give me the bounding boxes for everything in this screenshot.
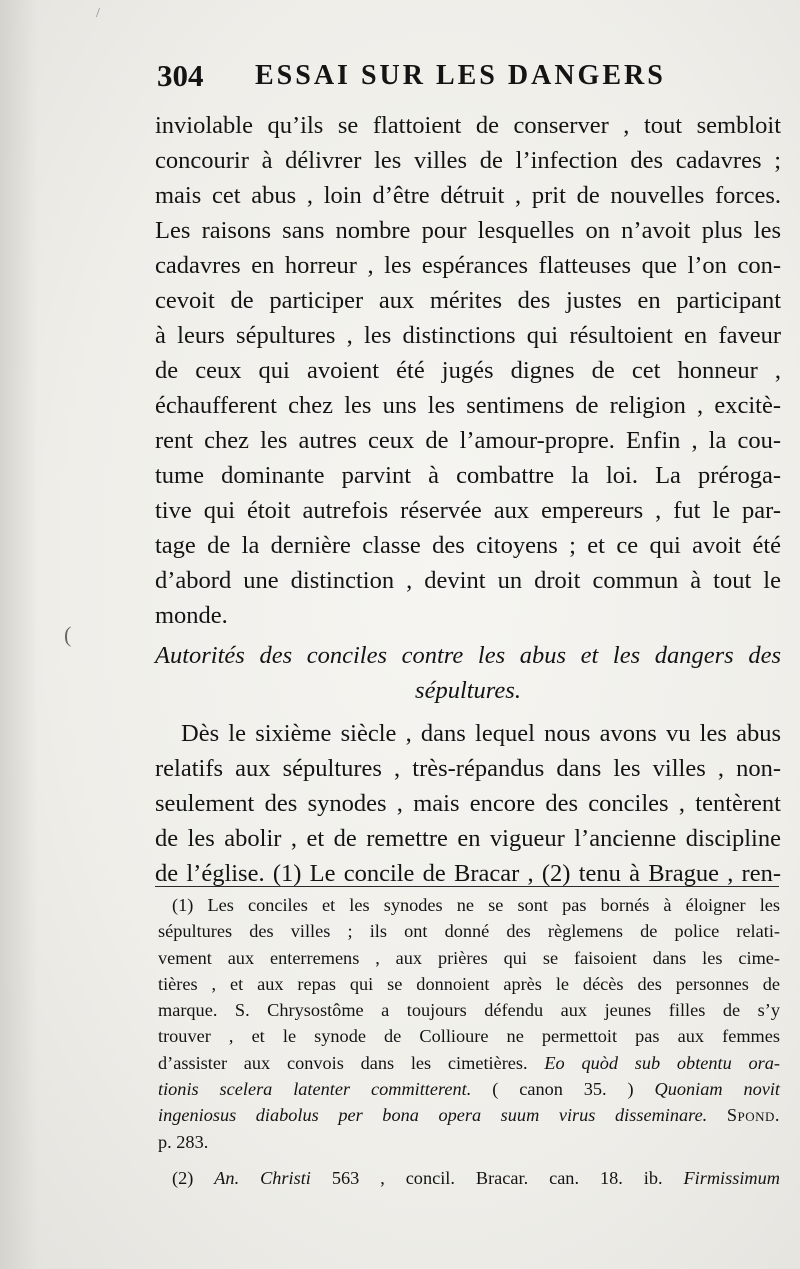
footnote-line: (1) Les conciles et les synodes ne se sont pas bornés à éloigner les [172, 895, 780, 915]
text-line: d’abord une distinction , devint un droit commun à tout le [155, 567, 781, 594]
section-heading [155, 638, 781, 708]
latin-quote: tionis scelera latenter [158, 1079, 351, 1100]
latin-quote: Quoniam novit [654, 1079, 780, 1100]
footnote-line: sépultures des villes ; ils ont donné des règlemens de police relati- [158, 921, 780, 942]
footnote-text: 563 , concil. Bracar. can. 18. ib. [331, 1167, 663, 1188]
footnote-marker: (2) [172, 1167, 194, 1188]
text-line: Dès le sixième siècle , dans lequel nous avons vu les abus [181, 720, 781, 747]
text-line: monde. [155, 602, 228, 629]
text-line: rent chez les autres ceux de l’amour-propre. Enfin , la cou- [155, 427, 781, 454]
text-line: de ceux qui avoient été jugés dignes de cet honneur , [155, 357, 781, 384]
source-abbrev: Spond. [726, 1105, 780, 1126]
text-line: tume dominante parvint à combattre la loi. La préroga- [155, 462, 781, 489]
footnote-line: vement aux enterremens , aux prières qui se faisoient dans les cime- [158, 947, 780, 968]
footnote-line [158, 1102, 780, 1128]
footnote-text: d’assister aux convois dans les cimetières. [158, 1052, 528, 1073]
footnote-line: tières , et aux repas qui se donnoient après le décès des personnes de [158, 973, 780, 994]
latin-quote: ingeniosus diabolus per bona opera suum virus disseminare. [158, 1105, 708, 1126]
section-body [155, 716, 781, 891]
heading-line: sépultures. [415, 677, 521, 704]
page-number: 304 [157, 58, 204, 93]
margin-mark: ( [64, 622, 72, 647]
text-line: cadavres en horreur , les espérances flatteuses que l’on con- [155, 252, 781, 279]
text-line: de l’église. (1) Le concile de Bracar , (2) tenu à Brague , ren- [155, 860, 781, 887]
text-line: tive qui étoit autrefois réservée aux empereurs , fut le par- [155, 497, 781, 524]
gutter-shadow [0, 0, 38, 1269]
running-title: ESSAI SUR LES DANGERS [255, 60, 666, 91]
footnote-line [158, 1165, 780, 1191]
edge-mark: / [96, 6, 100, 21]
text-line: seulement des synodes , mais encore des conciles , tentèrent [155, 790, 781, 817]
text-line: échaufferent chez les uns les sentimens de religion , excitè- [155, 392, 781, 419]
latin-quote: An. Christi [214, 1167, 311, 1188]
footnote-line [158, 1050, 780, 1076]
text-line: inviolable qu’ils se flattoient de conserver , tout sembloit [155, 112, 781, 139]
footnote-line: p. 283. [158, 1131, 209, 1152]
footnotes [158, 892, 780, 1191]
main-text [155, 108, 781, 891]
heading-line: Autorités des conciles contre les abus et les dangers des [155, 642, 781, 669]
footnote-line: marque. S. Chrysostôme a toujours défendu aux jeunes filles de s’y [158, 1000, 780, 1021]
text-line: Les raisons sans nombre pour lesquelles on n’avoit plus les [155, 217, 781, 244]
text-line: relatifs aux sépultures , très-répandus dans les villes , non- [155, 755, 781, 782]
footnote-rule [155, 886, 779, 887]
text-line: à leurs sépultures , les distinctions qui résultoient en faveur [155, 322, 781, 349]
running-header [157, 56, 717, 100]
latin-quote: Firmissimum [683, 1167, 780, 1188]
text-line: concourir à délivrer les villes de l’infection des cadavres ; [155, 147, 781, 174]
latin-quote: committerent. [370, 1079, 472, 1100]
latin-quote: Eo quòd sub obtentu ora- [544, 1052, 780, 1073]
text-line: cevoit de participer aux mérites des justes en participant [155, 287, 781, 314]
text-line: de les abolir , et de remettre en vigueur l’ancienne discipline [155, 825, 781, 852]
text-line: mais cet abus , loin d’être détruit , prit de nouvelles forces. [155, 182, 781, 209]
footnote-line: trouver , et le synode de Collioure ne permettoit pas aux femmes [158, 1026, 780, 1047]
footnote-line: tionis scelera latenter committerent. ( canon 35. ) Quoniam novit [158, 1079, 780, 1100]
text-line: tage de la dernière classe des citoyens ; et ce qui avoit été [155, 532, 781, 559]
